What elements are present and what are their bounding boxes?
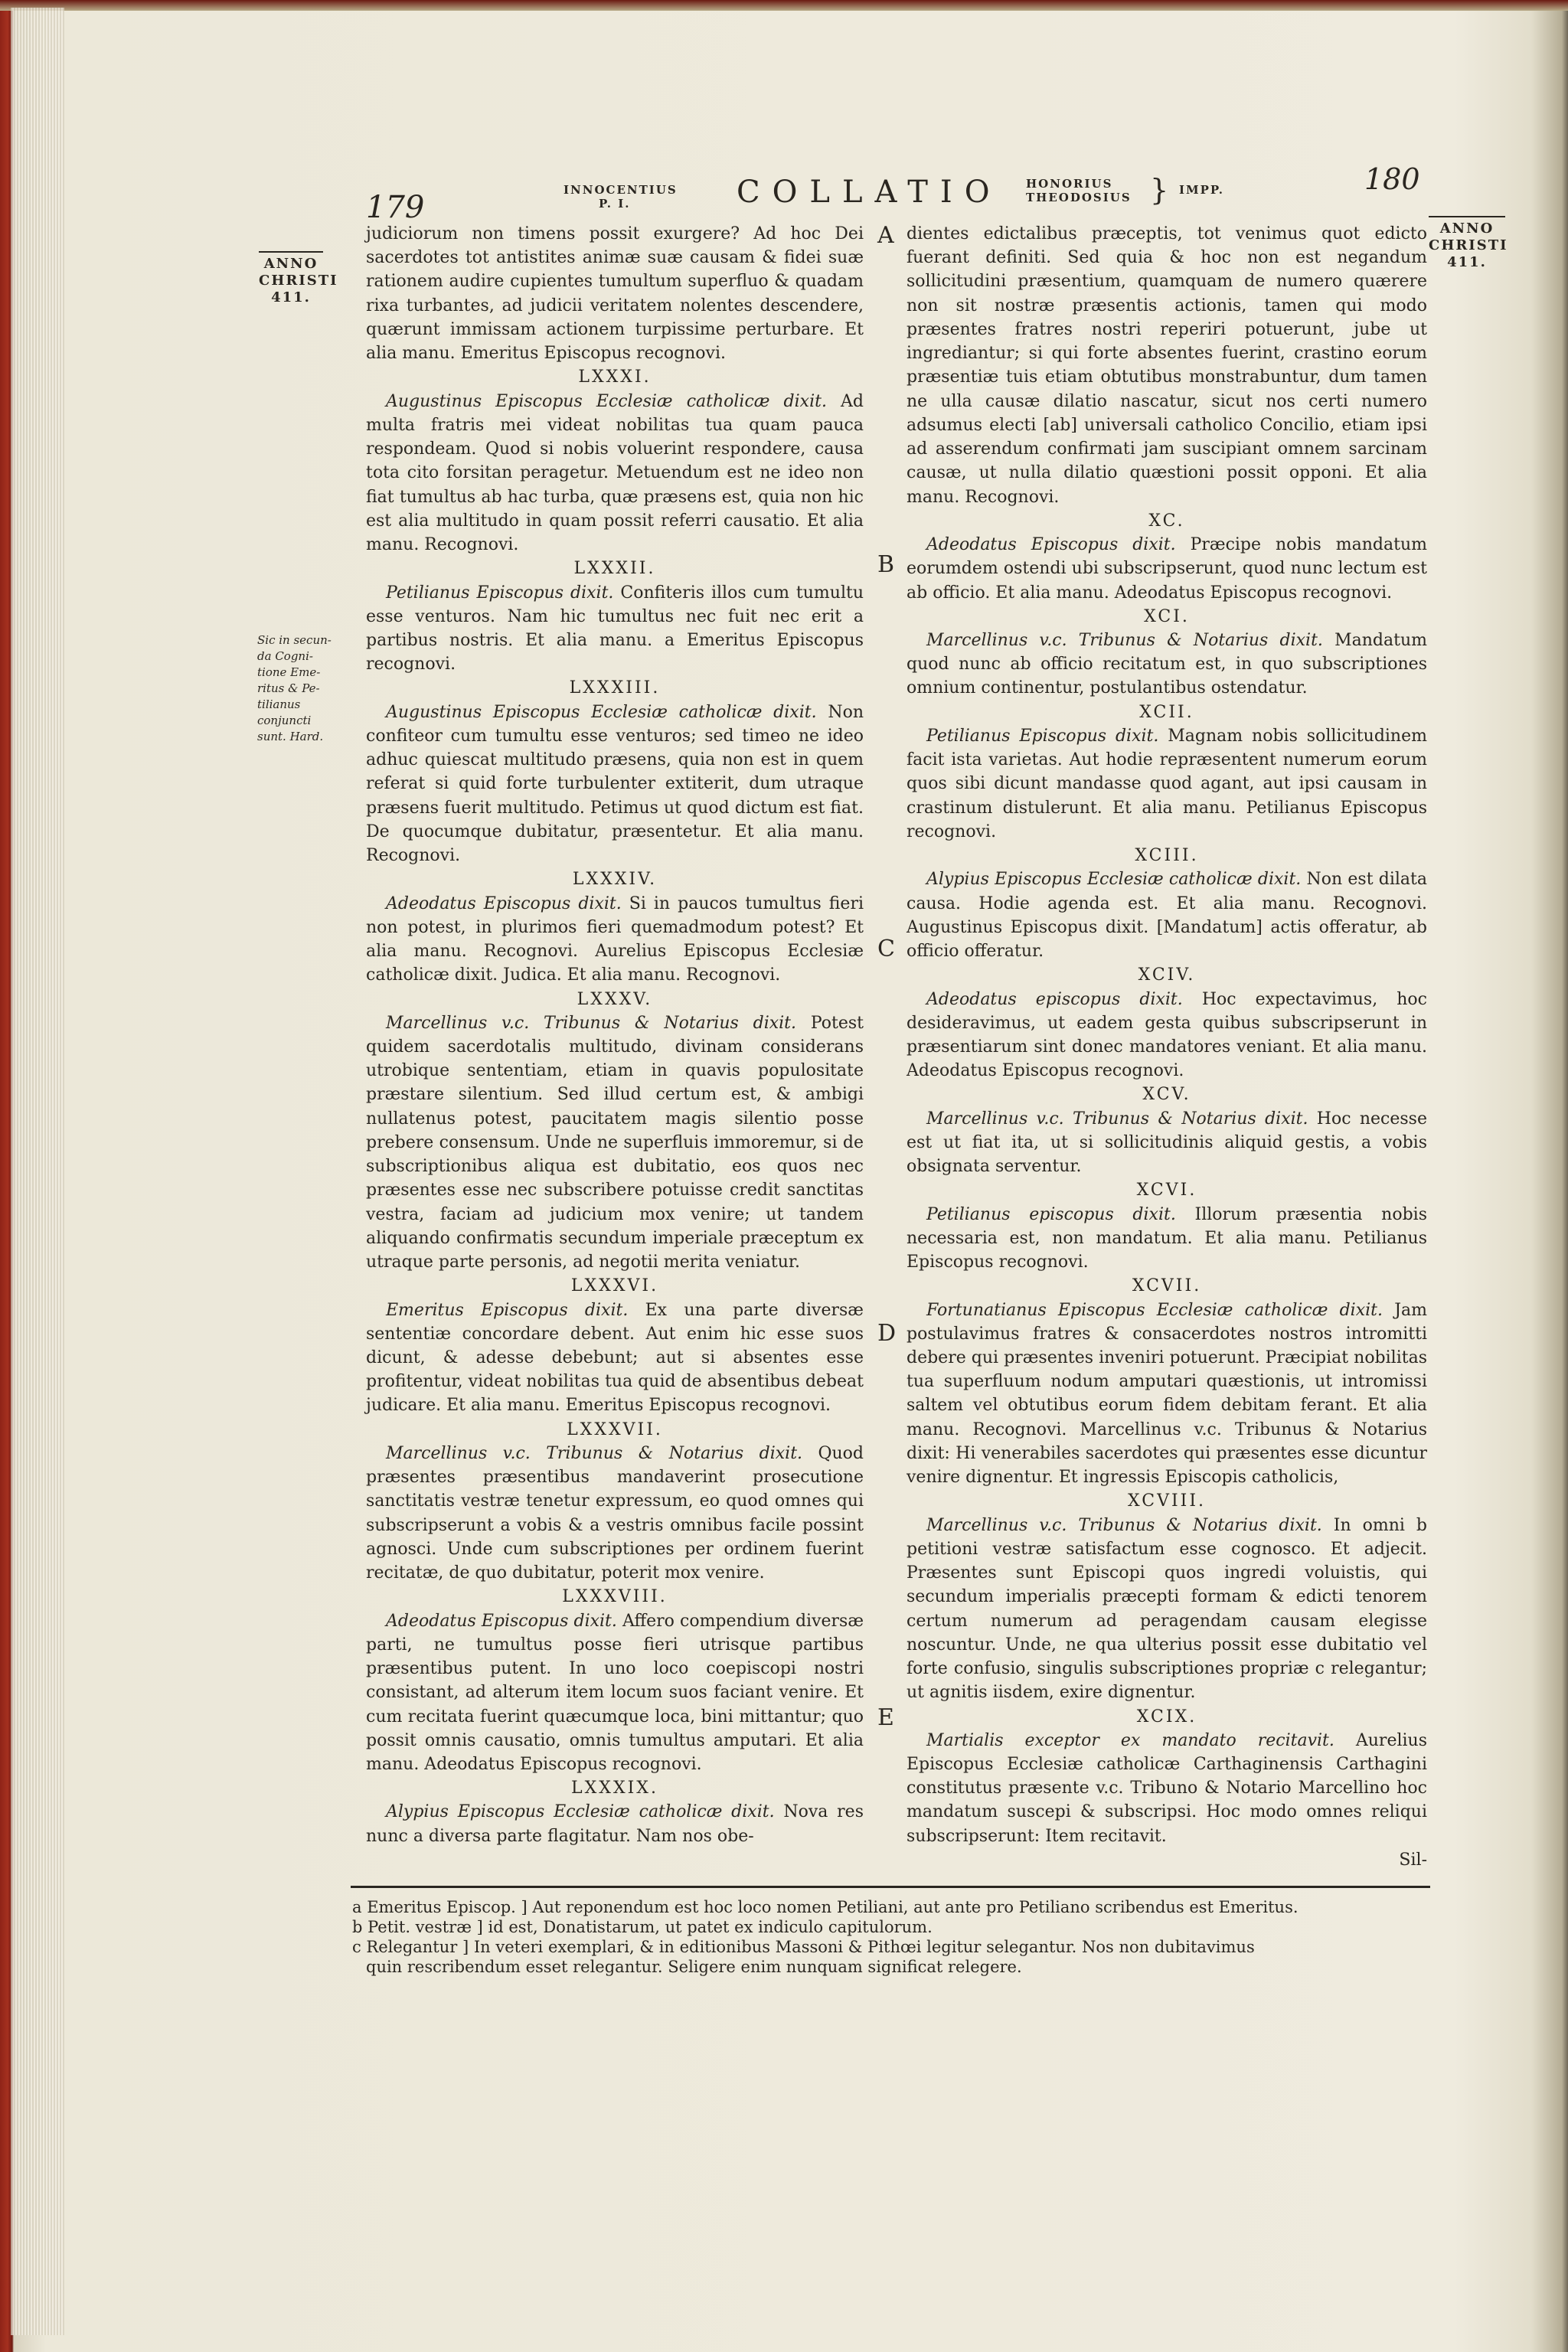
paragraph-text: dientes edictalibus præceptis, tot venimus quot edicto fuerant definiti. Sed quia & hoc non est negandum sollicitudini præsentium, quamquam de numero quærere non sit nostræ præsentis actionis, tamen qui modo præsentes fratres nostri reperiri potuerunt, jube ut ingrediantur; si qui forte absentes fuerint, crastino eorum præsentiæ tuis etiam obtutibus monstrabuntur, dum tamen ne ulla causæ dilatio nascatur, sicut nos certi numero adsumus electi [ab] universali catholico Concilio, etiam ipsi ad asserendum confirmati jam suscipiant omnem sarcinam causæ, ut nulla dilatio quæstioni possit opponi. Et alia manu. Recognovi. xyxy=(906,224,1427,507)
paragraph xyxy=(906,1107,1427,1179)
paragraph-text: Hoc expectavimus, hoc desideravimus, ut eadem gesta quibus subscripserunt in præsentiarum sint donec mandatores veniant. Et alia manu. Adeodatus Episcopus recognovi. xyxy=(906,989,1428,1081)
paragraph-text: Affero compendium diversæ parti, ne tumultus posse fieri utrisque partibus præsentibus putent. In uno loco coepiscopi nostri consistant, ad alterum item locum suos faciant venire. Et cum recitata fuerint quæcumque loca, bini mittantur; quo possit omnis causatio, omnis tumultus amputari. Et alia manu. Adeodatus Episcopus recognovi. xyxy=(366,1611,864,1774)
running-title: COLLATIO xyxy=(737,175,1002,210)
speaker-label: Marcellinus v.c. Tribunus & Notarius dixit. xyxy=(926,1109,1308,1129)
footnote-a: a Emeritus Episcop. ] Aut reponendum est hoc loco nomen Petiliani, aut ante pro Petiliano scribendus est Emeritus. xyxy=(352,1898,1298,1916)
section-number: LXXXIX. xyxy=(571,1779,658,1798)
paragraph-text: Præcipe nobis mandatum eorumdem ostendi ubi subscripserunt, quod nunc lectum est ab officio. Et alia manu. Adeodatus Episcopus recognovi. xyxy=(906,535,1427,603)
binding-edge xyxy=(0,0,1568,11)
paragraph xyxy=(906,988,1427,1083)
pope-line-2: P. I. xyxy=(599,197,631,211)
section-letter-b: B xyxy=(877,551,895,578)
paragraph xyxy=(366,1298,864,1418)
section-letter-d: D xyxy=(877,1320,897,1347)
speaker-label: Adeodatus Episcopus dixit. xyxy=(926,535,1176,555)
section-letter-e: E xyxy=(877,1704,894,1731)
paragraph-text: Non confiteor cum tumultu esse venturos; sed timeo ne ideo adhuc quiescat multitudo præsens, quia non est in quem referat si quid forte turbulenter extiterit, dum utraque præsens fuerit multitudo. Petimus ut quod dictum est fiat. De quocumque dubitatur, præsentetur. Et alia manu. Recognovi. xyxy=(366,702,864,866)
paragraph xyxy=(906,1729,1427,1848)
speaker-label: Alypius Episcopus Ecclesiæ catholicæ dixit. xyxy=(926,870,1302,890)
paragraph-text: Confiteris illos cum tumultu esse venturos. Nam hic tumultus nec fuit nec erit a partibus nostris. Et alia manu. a Emeritus Episcopus recognovi. xyxy=(366,583,864,675)
paragraph xyxy=(366,1800,864,1847)
margin-note-line: Sic in secun- xyxy=(257,633,332,647)
section-number: XC. xyxy=(1148,511,1185,531)
section-number: LXXXVIII. xyxy=(562,1587,668,1607)
section-number: XCI. xyxy=(1144,606,1190,626)
footnotes xyxy=(352,1897,1432,1977)
section-number: LXXXVI. xyxy=(570,1276,659,1296)
paragraph xyxy=(906,1848,1427,1872)
section-number: LXXXI. xyxy=(578,368,652,387)
speaker-label: Fortunatianus Episcopus Ecclesiæ catholicæ dixit. xyxy=(926,1300,1383,1320)
paragraph xyxy=(366,1609,864,1777)
page-number-left: 179 xyxy=(366,190,425,225)
speaker-label: Alypius Episcopus Ecclesiæ catholicæ dixit. xyxy=(386,1802,775,1822)
margin-year-right xyxy=(1429,216,1508,271)
speaker-label: Marcellinus v.c. Tribunus & Notarius dixit. xyxy=(926,630,1323,650)
section-number: XCVI. xyxy=(1136,1181,1197,1200)
speaker-label: Adeodatus episcopus dixit. xyxy=(926,989,1183,1009)
paragraph-text: judiciorum non timens possit exurgere? Ad hoc Dei sacerdotes tot antistites animæ suæ causam & fidei suæ rationem audire cupientes tumultum superfluo & quadam rixa turbantes, ad judicii veritatem nolentes descendere, quærunt immissam actionem turpissime perturbare. Et alia manu. Emeritus Episcopus recognovi. xyxy=(366,224,864,364)
speaker-label: Adeodatus Episcopus dixit. xyxy=(386,1611,617,1631)
section-number: XCV. xyxy=(1142,1085,1191,1105)
margin-christi: CHRISTI xyxy=(259,273,338,289)
paragraph xyxy=(366,222,864,365)
margin-note xyxy=(257,632,364,745)
speaker-label: Emeritus Episcopus dixit. xyxy=(386,1300,629,1320)
margin-note-line: tilianus xyxy=(257,697,301,711)
paragraph xyxy=(906,533,1427,605)
speaker-label: Martialis exceptor ex mandato recitavit. xyxy=(926,1730,1334,1750)
margin-year: 411. xyxy=(271,289,311,305)
pope-line-1: INNOCENTIUS xyxy=(564,183,678,197)
paragraph-text: Mandatum quod nunc ab officio recitatum est, in quo subscriptiones omnium continentur, postulantibus ostendatur. xyxy=(906,630,1428,698)
left-column xyxy=(366,222,864,1848)
margin-note-line: tione Eme- xyxy=(257,665,321,679)
paragraph xyxy=(906,724,1427,844)
paragraph-text: Potest quidem sacerdotalis multitudo, divinam considerans utrobique sententiam, etiam in quavis populositate præstare silentium. Sed illud certum est, & ambigi nullatenus potest, paucitatem magis silentio posse prebere consensum. Unde ne superfluis immoremur, si de subscriptionibus aliqua est dubitatio, eos quos nec præsentes esse nec subscribere potuisse credit sanctitas vestra, faciam ad judicium mox venire; ut tandem aliquando confirmatis secundum imperiale præceptum ex utraque parte personis, ad negotii merita veniatur. xyxy=(366,1013,864,1272)
paragraph-text: Quod præsentes præsentibus mandaverint prosecutione sanctitatis vestræ tenetur expressum, eo quod omnes qui subscripserunt a vobis & a vestris omnibus facile possint agnosci. Unde cum subscriptiones per ordinem fuerint recitatæ, de quo dubitatur, poterit mox venire. xyxy=(366,1443,864,1583)
section-letter-c: C xyxy=(877,936,895,962)
paragraph xyxy=(906,1514,1427,1705)
emperor-suffix: IMPP. xyxy=(1179,183,1224,197)
speaker-label: Marcellinus v.c. Tribunus & Notarius dixit. xyxy=(926,1515,1322,1535)
margin-year-left xyxy=(259,251,338,306)
paragraph xyxy=(366,701,864,868)
paragraph xyxy=(366,1011,864,1275)
paragraph-text: Si in paucos tumultus fieri non potest, in plurimos fieri quemadmodum potest? Et alia manu. Recognovi. Aurelius Episcopus Ecclesiæ catholicæ dixit. Judica. Et alia manu. Recognovi. xyxy=(366,893,864,985)
paragraph-text: Sil- xyxy=(1399,1850,1427,1870)
emperor-brace: } xyxy=(1150,173,1169,207)
margin-anno: ANNO xyxy=(263,256,318,272)
section-number: LXXXIII. xyxy=(569,678,661,698)
paragraph xyxy=(906,1203,1427,1275)
paragraph-text: In omni b petitioni vestræ satisfactum esse cognosco. Et adjecit. Præsentes sunt Episcopi quos ingredi voluistis, qui secundum imperialis præcepti formam & edicti tenorem certum numerum ad peragendam causam elegisse noscuntur. Unde, ne qua ulterius possit esse dubitatio vel forte confusio, singulis subscriptiones propriæ c relegantur; ut agnitis iisdem, exire dignentur. xyxy=(906,1515,1427,1703)
speaker-label: Marcellinus v.c. Tribunus & Notarius dixit. xyxy=(386,1443,803,1463)
paragraph xyxy=(366,1442,864,1585)
section-number: LXXXIV. xyxy=(572,870,658,890)
margin-note-line: conjuncti xyxy=(257,714,312,727)
footnote-rule xyxy=(351,1886,1430,1888)
footnote-c: c Relegantur ] In veteri exemplari, & in editionibus Massoni & Pithœi legitur selegantur. Nos non dubitavimus xyxy=(352,1938,1255,1956)
page-edges xyxy=(11,8,64,2335)
paragraph-text: Illorum præsentia nobis necessaria est, non mandatum. Et alia manu. Petilianus Episcopus recognovi. xyxy=(906,1204,1427,1272)
section-number: LXXXVII. xyxy=(567,1419,663,1439)
paragraph xyxy=(906,629,1427,701)
section-letter-a: A xyxy=(877,222,894,249)
paragraph xyxy=(366,581,864,677)
paragraph-text: Magnam nobis sollicitudinem facit ista varietas. Aut hodie repræsentent numerum eorum quos sibi dicunt mandasse quod agant, aut ipsi causam in crastinum distulerunt. Et alia manu. Petilianus Episcopus recognovi. xyxy=(906,726,1427,841)
speaker-label: Augustinus Episcopus Ecclesiæ catholicæ dixit. xyxy=(386,702,817,722)
section-number: LXXXII. xyxy=(573,559,656,579)
margin-year: 411. xyxy=(1447,254,1487,270)
footnote-c-continued: quin rescribendum esset relegantur. Seligere enim nunquam significat relegere. xyxy=(366,1958,1022,1976)
paragraph-text: Non est dilata causa. Hodie agenda est. Et alia manu. Recognovi. Augustinus Episcopus dixit. [Mandatum] actis offeratur, ab officio offeratur. xyxy=(906,870,1428,962)
speaker-label: Adeodatus Episcopus dixit. xyxy=(386,893,622,913)
paragraph xyxy=(366,892,864,988)
section-number: XCIII. xyxy=(1135,846,1199,866)
section-number: LXXXV. xyxy=(577,989,653,1009)
paragraph xyxy=(906,1298,1427,1490)
margin-note-line: sunt. Hard. xyxy=(257,730,324,743)
paragraph-text: Aurelius Episcopus Ecclesiæ catholicæ Carthaginensis Carthagini constitutus præsente v.c. Tribuno & Notario Marcellino hoc mandatum suscepi & subscripsi. Hoc modo omnes reliqui subscripserunt: Item recitavit. xyxy=(906,1730,1427,1846)
speaker-label: Augustinus Episcopus Ecclesiæ catholicæ dixit. xyxy=(386,391,827,411)
margin-note-line: da Cogni- xyxy=(257,649,313,663)
margin-note-line: ritus & Pe- xyxy=(257,681,320,695)
paragraph-text: Nova res nunc a diversa parte flagitatur. Nam nos obe- xyxy=(366,1802,864,1846)
margin-anno: ANNO xyxy=(1439,220,1494,237)
emperor-line-1: HONORIUS xyxy=(1026,177,1113,191)
section-number: XCIX. xyxy=(1136,1707,1197,1726)
speaker-label: Petilianus episcopus dixit. xyxy=(926,1204,1176,1224)
right-column xyxy=(906,222,1427,1872)
paragraph-text: Hoc necesse est ut fiat ita, ut si sollicitudinis aliquid gestis, a vobis obsignata serventur. xyxy=(906,1109,1427,1177)
paragraph xyxy=(906,222,1427,509)
paragraph xyxy=(906,867,1427,963)
section-number: XCIV. xyxy=(1138,965,1196,985)
paragraph-text: Ad multa fratris mei videat nobilitas tua quam pauca respondeam. Quod si nobis voluerint respondere, causa tota cito forsitan peragetur. Metuendum est ne ideo non fiat tumultus ab hac turba, quæ præsens est, quia non hic est alia multitudo in quam possit referri causatio. Et alia manu. Recognovi. xyxy=(366,391,864,555)
section-number: XCVII. xyxy=(1132,1276,1202,1296)
section-number: XCVIII. xyxy=(1127,1491,1207,1511)
speaker-label: Marcellinus v.c. Tribunus & Notarius dixit. xyxy=(386,1013,797,1033)
margin-christi: CHRISTI xyxy=(1429,237,1508,253)
speaker-label: Petilianus Episcopus dixit. xyxy=(386,583,614,603)
section-number: XCII. xyxy=(1139,702,1194,722)
footnote-b: b Petit. vestræ ] id est, Donatistarum, ut patet ex indiculo capitulorum. xyxy=(352,1918,933,1936)
page-number-right: 180 xyxy=(1364,162,1420,196)
paragraph-text: Jam postulavimus fratres & consacerdotes nostros intromitti debere qui præsentes inveniri potuerunt. Præcipiat nobilitas tua superfluum nodum amputari quæstionis, ut intromissi saltem vel obtutibus eorum fidem debitam ferant. Et alia manu. Recognovi. Marcellinus v.c. Tribunus & Notarius dixit: Hi venerabiles sacerdotes qui præsentes esse dicuntur venire dignentur. Et ingressis Episcopis catholicis, xyxy=(906,1300,1428,1488)
paragraph-text: Ex una parte diversæ sententiæ concordare debent. Aut enim hic esse suos dicunt, & adesse debebunt; aut si absentes esse profitentur, videat nobilitas tua quid de absentibus debeat judicare. Et alia manu. Emeritus Episcopus recognovi. xyxy=(366,1300,864,1416)
emperor-line-2: THEODOSIUS xyxy=(1026,191,1132,204)
speaker-label: Petilianus Episcopus dixit. xyxy=(926,726,1159,746)
paragraph xyxy=(366,390,864,557)
